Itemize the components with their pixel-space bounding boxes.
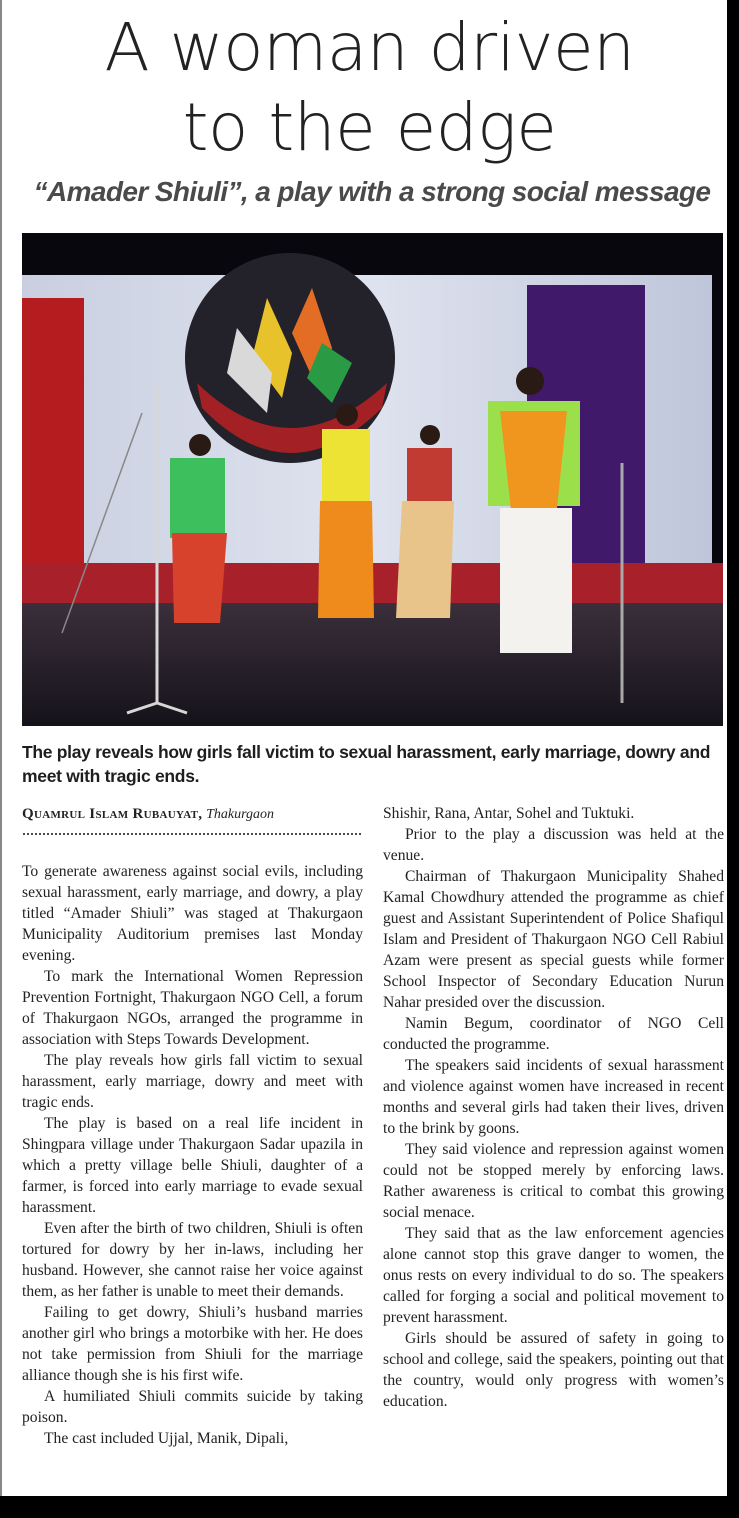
subheadline: “Amader Shiuli”, a play with a strong social message [33, 176, 711, 207]
paragraph: Failing to get dowry, Shiuli’s husband marries another girl who brings a motorbike with her. He does not take permission from Shiuli for the marriage alliance though she is his first wife. [22, 1304, 363, 1384]
paragraph: Girls should be assured of safety in going to school and college, said the speakers, pointing out that the country, would only progress with women’s education. [383, 1330, 724, 1410]
paragraph: The cast included Ujjal, Manik, Dipali, [44, 1430, 289, 1447]
headline-line-2: to the edge [182, 89, 557, 166]
article-column-right [383, 803, 724, 1496]
page-left-border [0, 0, 2, 1496]
paragraph: Prior to the play a discussion was held at the venue. [383, 826, 724, 864]
paragraph: Shishir, Rana, Antar, Sohel and Tuktuki. [383, 805, 635, 822]
paragraph: The play is based on a real life incident in Shingpara village under Thakurgaon Sadar upazila in which a pretty village belle Shiuli, daughter of a farmer, is forced into early marriage to evade sexual harassment. [22, 1115, 363, 1216]
paragraph: They said that as the law enforcement agencies alone cannot stop this grave danger to women, the onus rests on every individual to do so. The speakers called for forging a social and political movement to prevent harassment. [383, 1225, 724, 1326]
author-name: Quamrul Islam Rubauyat, [22, 806, 203, 822]
stage-photo [22, 233, 723, 726]
paragraph: Namin Begum, coordinator of NGO Cell conducted the programme. [383, 1015, 724, 1053]
photo-caption: The play reveals how girls fall victim to sexual harassment, early marriage, dowry and meet with tragic ends. [22, 742, 711, 786]
performer-4 [488, 367, 580, 653]
paragraph: A humiliated Shiuli commits suicide by taking poison. [22, 1388, 363, 1426]
author-location: Thakurgaon [206, 807, 275, 822]
paragraph: The play reveals how girls fall victim to sexual harassment, early marriage, dowry and meet with tragic ends. [22, 1052, 363, 1111]
paragraph: To mark the International Women Repression Prevention Fortnight, Thakurgaon NGO Cell, a forum of Thakurgaon NGOs, arranged the programme in association with Steps Towards Development. [22, 968, 363, 1048]
paragraph: They said violence and repression against women could not be stopped merely by enforcing laws. Rather awareness is critical to combat this growing social menace. [383, 1141, 724, 1221]
headline [0, 8, 739, 168]
article-column-left [22, 861, 363, 1497]
paragraph: Even after the birth of two children, Shiuli is often tortured for dowry by her in-laws, including her husband. However, she cannot raise her voice against them, as her father is unable to meet their demands. [22, 1220, 363, 1300]
paragraph: To generate awareness against social evils, including sexual harassment, early marriage, and dowry, a play titled “Amader Shiuli” was staged at Thakurgaon Municipality Auditorium premises last Monday evening. [22, 863, 363, 964]
performer-2 [318, 404, 374, 618]
paragraph: The speakers said incidents of sexual harassment and violence against women have increased in recent months and several girls had taken their lives, driven to the brink by goons. [383, 1057, 724, 1137]
performer-1 [170, 434, 227, 623]
byline [22, 806, 367, 823]
headline-line-1: A woman driven [104, 9, 635, 86]
stage-photo-illustration [22, 233, 723, 726]
page-bottom-edge [0, 1496, 739, 1518]
page-right-edge [727, 0, 739, 1518]
paragraph: Chairman of Thakurgaon Municipality Shahed Kamal Chowdhury attended the programme as chief guest and Assistant Superintendent of Police Shafiqul Islam and President of Thakurgaon NGO Cell Rabiul Azam were present as special guests while former School Inspector of Secondary Education Nurun Nahar presided over the discussion. [383, 868, 724, 1011]
byline-dotted-rule [22, 832, 362, 836]
